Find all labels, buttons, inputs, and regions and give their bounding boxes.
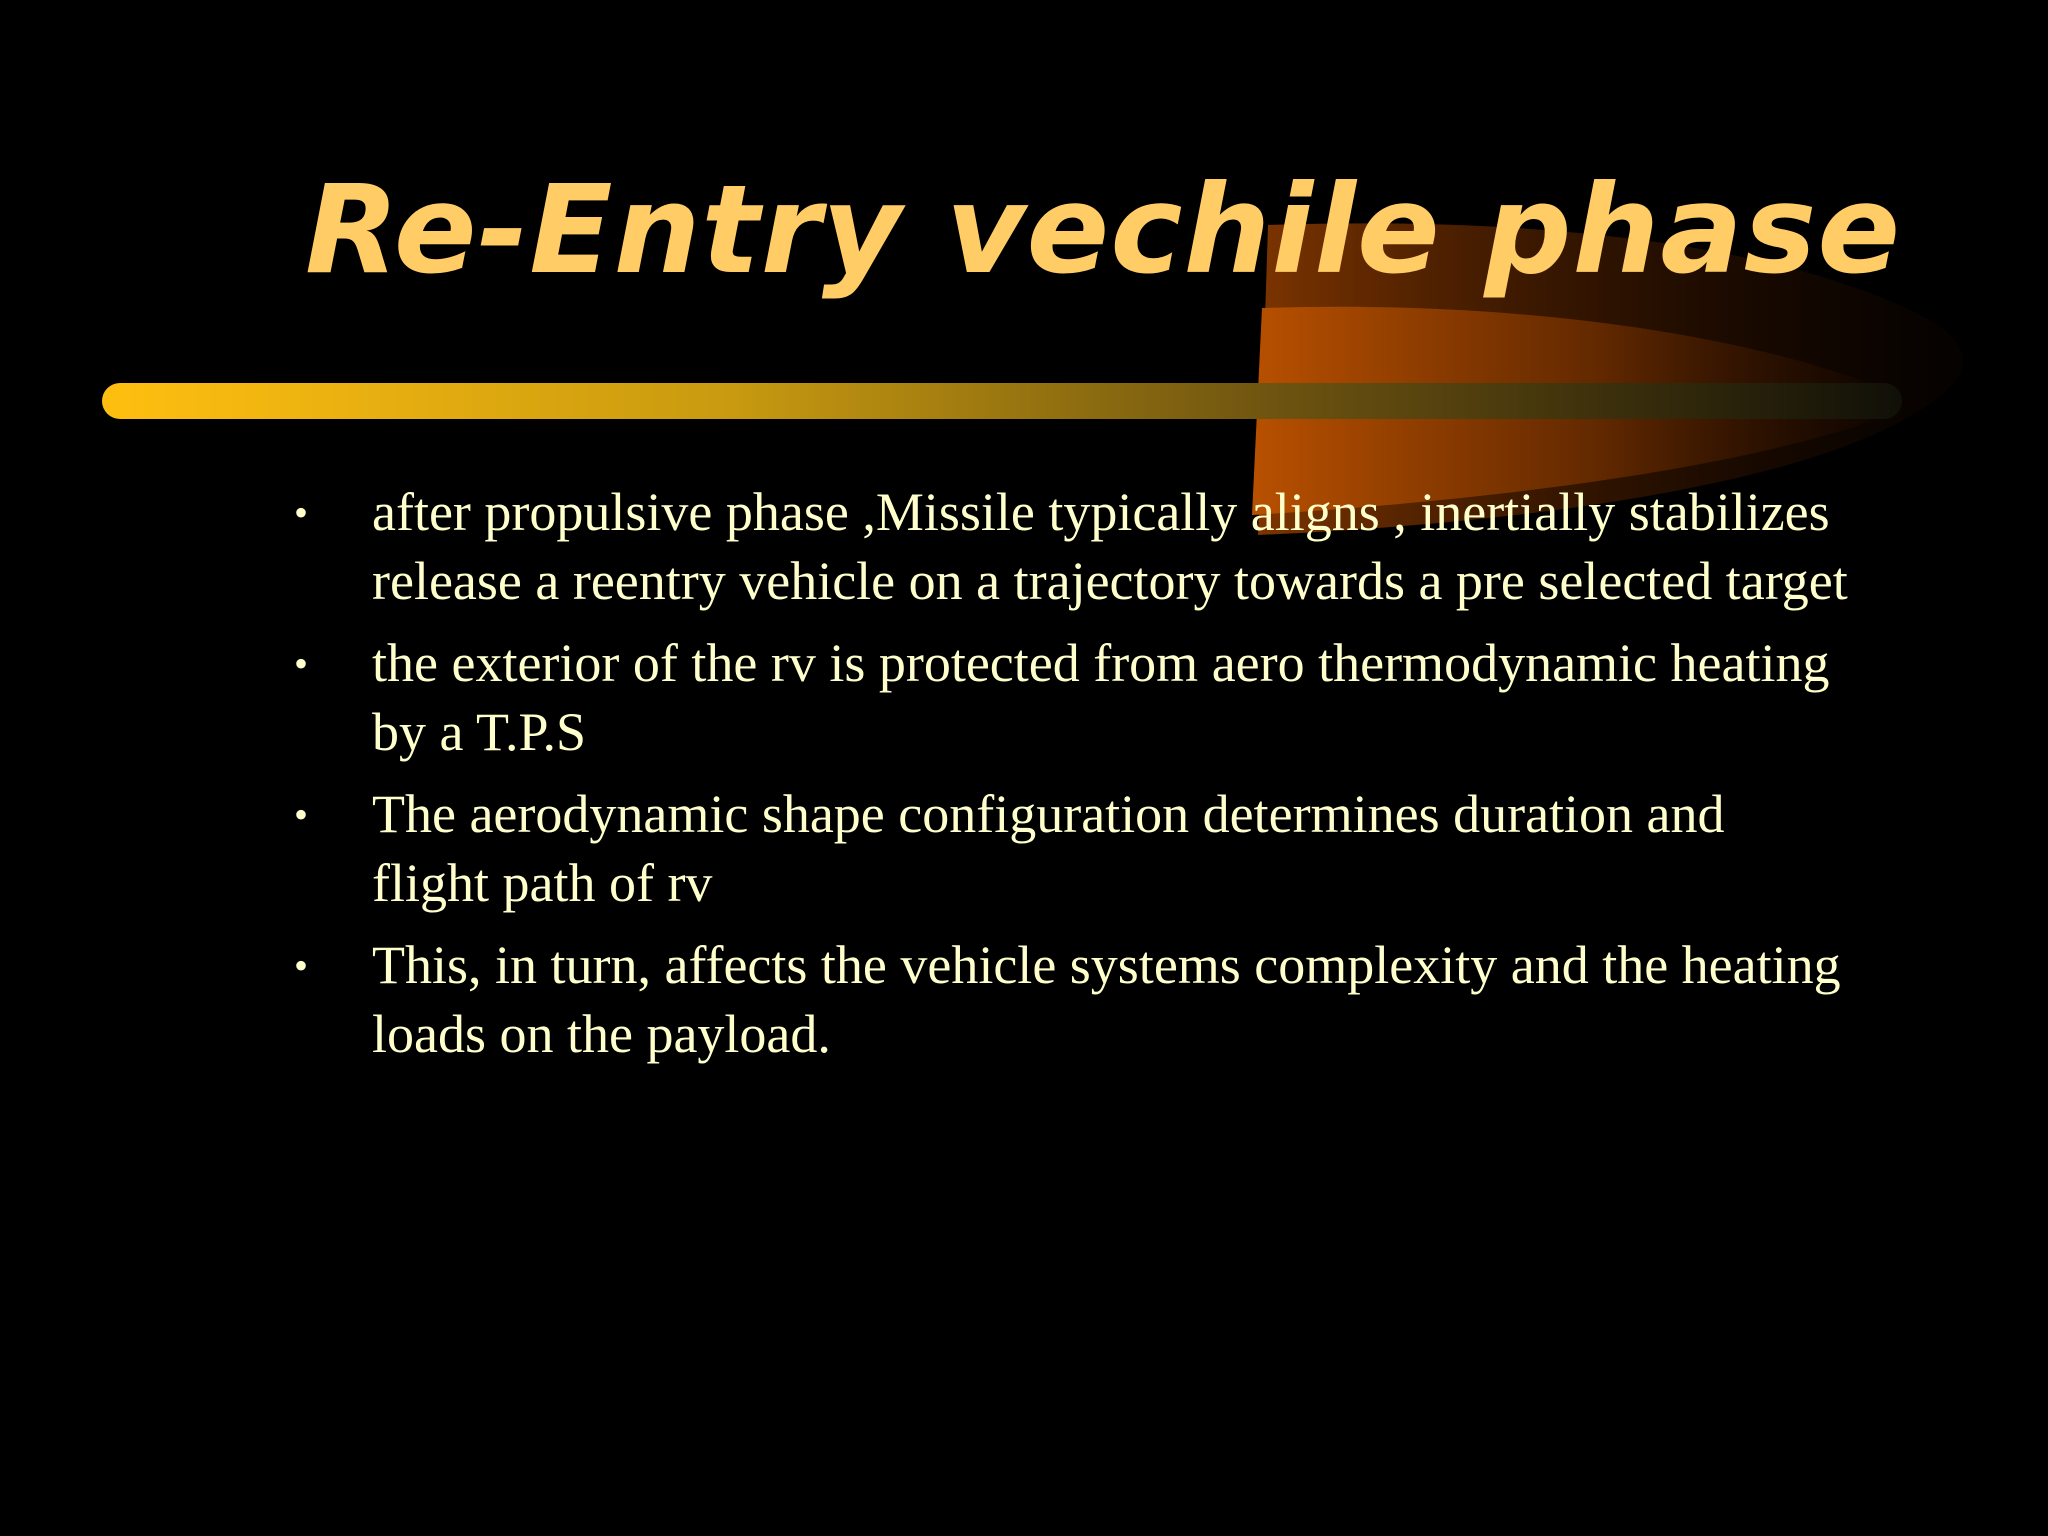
bullet-item — [290, 931, 1850, 1069]
bullet-marker: • — [294, 943, 309, 988]
bullet-marker: • — [294, 792, 309, 837]
bullet-item — [290, 478, 1850, 616]
bullet-text: This, in turn, affects the vehicle systems complexity and the heating loads on the payload. — [372, 935, 1841, 1064]
bullet-list — [290, 478, 1850, 1082]
bullet-text: The aerodynamic shape configuration determines duration and flight path of rv — [372, 784, 1725, 913]
bullet-text: the exterior of the rv is protected from aero thermodynamic heating by a T.P.S — [372, 633, 1830, 762]
bullet-text: after propulsive phase ,Missile typically aligns , inertially stabilizes release a reentry vehicle on a trajectory towards a pre selected target — [372, 482, 1848, 611]
bullet-item — [290, 780, 1850, 918]
accent-bar — [102, 383, 1902, 419]
bullet-item — [290, 629, 1850, 767]
slide-title: Re-Entry vechile phase — [305, 159, 1902, 301]
bullet-marker: • — [294, 641, 309, 686]
bullet-marker: • — [294, 490, 309, 535]
